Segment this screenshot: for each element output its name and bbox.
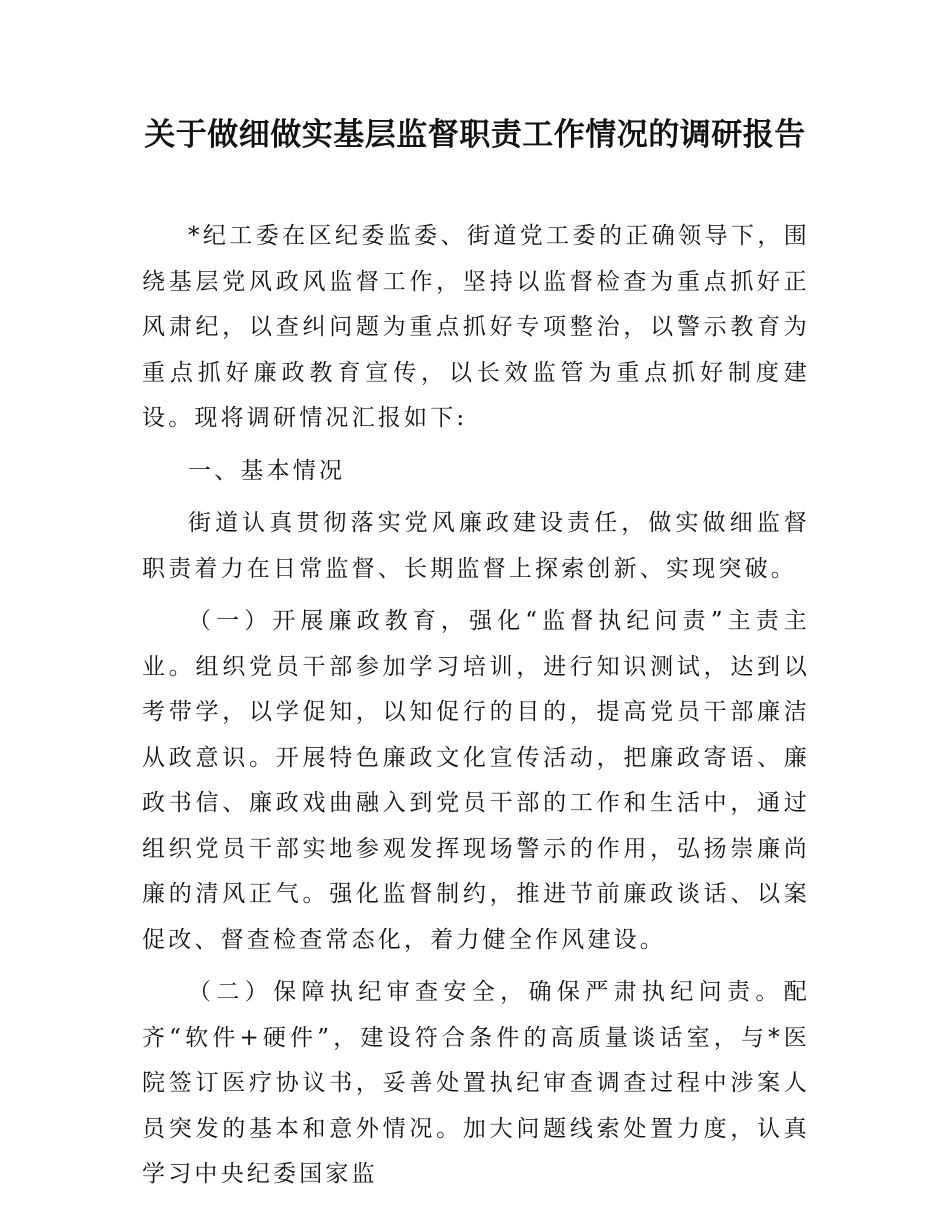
- section-heading-basic-situation: 一、基本情况: [188, 457, 346, 484]
- subsection-1-paragraph: （一）开展廉政教育，强化“监督执纪问责”主责主业。组织党员干部参加学习培训，进行知识测试，达到以考带学，以学促知，以知促行的目的，提高党员干部廉洁从政意识。开展特色廉政文化宣传活动，把廉政寄语、廉政书信、廉政戏曲融入到党员干部的工作和生活中，通过组织党员干部实地参观发挥现场警示的作用，弘扬崇廉尚廉的清风正气。强化监督制约，推进节前廉政谈话、以案促改、督查检查常态化，着力健全作风建设。: [142, 608, 810, 953]
- subsection-2-paragraph: （二）保障执纪审查安全，确保严肃执纪问责。配齐“软件+硬件”，建设符合条件的高质量谈话室，与*医院签订医疗协议书，妥善处置执纪审查调查过程中涉案人员突发的基本和意外情况。加大问题线索处置力度，认真学习中央纪委国家监: [142, 979, 810, 1187]
- document-body: [142, 214, 810, 1198]
- basic-situation-paragraph: 街道认真贯彻落实党风廉政建设责任，做实做细监督职责着力在日常监督、长期监督上探索创新、实现突破。: [142, 510, 810, 582]
- document-title: 关于做细做实基层监督职责工作情况的调研报告: [144, 117, 806, 153]
- intro-paragraph: *纪工委在区纪委监委、街道党工委的正确领导下，围绕基层党风政风监督工作，坚持以监督检查为重点抓好正风肃纪，以查纠问题为重点抓好专项整治，以警示教育为重点抓好廉政教育宣传，以长效监管为重点抓好制度建设。现将调研情况汇报如下:: [142, 223, 810, 431]
